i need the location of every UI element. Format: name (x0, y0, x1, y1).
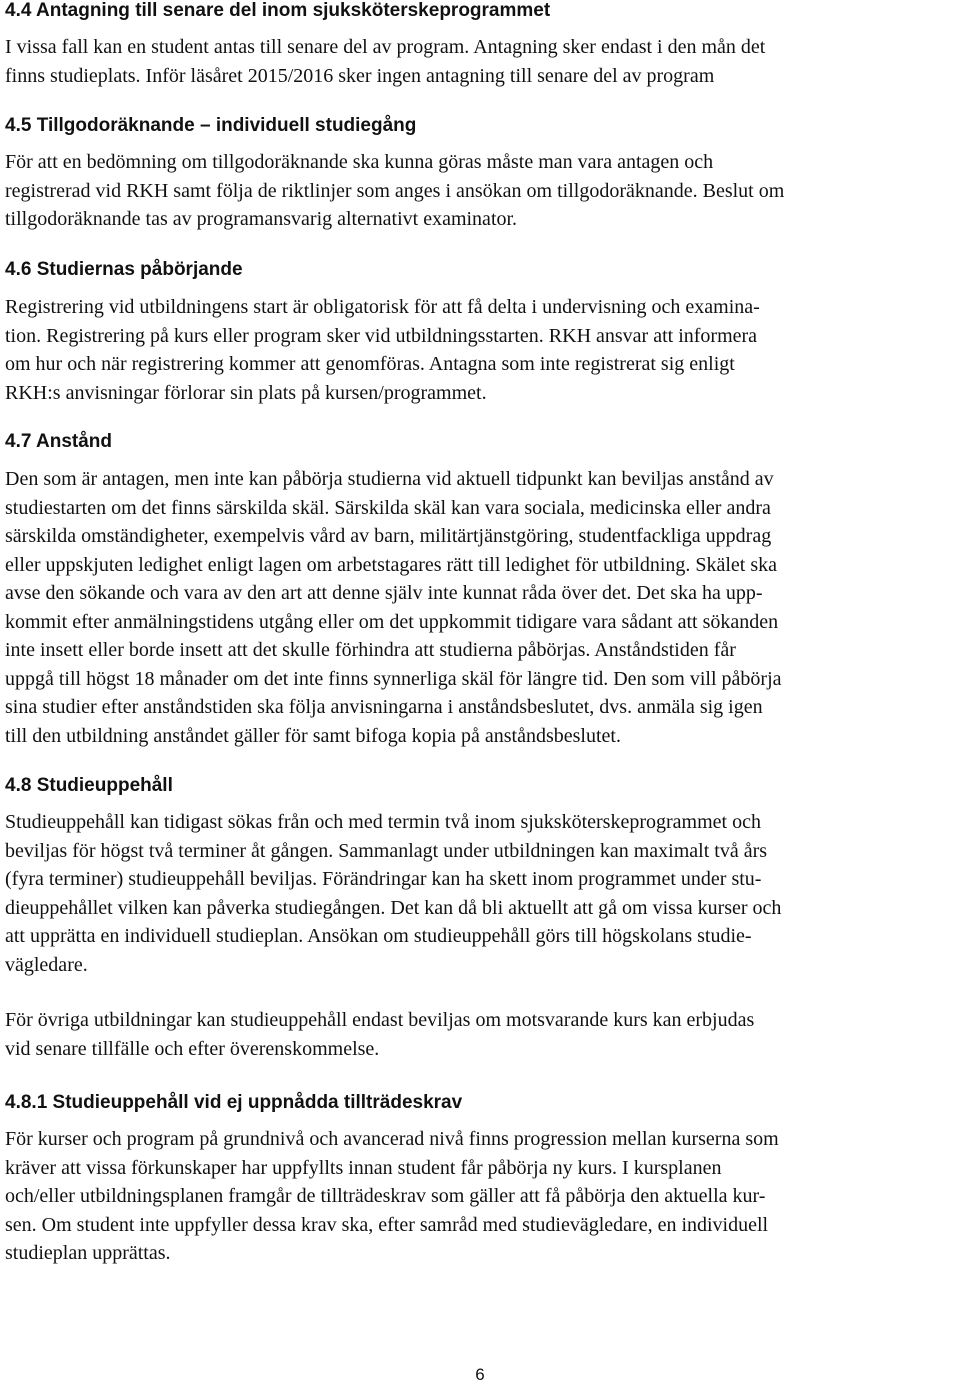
text-line: kräver att vissa förkunskaper har uppfyllts innan student får påbörja ny kurs. I kursplanen (5, 1156, 722, 1179)
section-heading-4-7: 4.7 Anstånd (5, 431, 112, 452)
page-number: 6 (475, 1365, 485, 1384)
text-line: eller uppskjuten ledighet enligt lagen om arbetstagares rätt till ledighet för utbildning. Skälet ska (5, 553, 778, 576)
text-line: Den som är antagen, men inte kan påbörja studierna vid aktuell tidpunkt kan beviljas anstånd av (5, 468, 774, 490)
text-line: Registrering vid utbildningens start är obligatorisk för att få delta i undervisning och examina- (5, 296, 760, 318)
text-line: att upprätta en individuell studieplan. Ansökan om studieuppehåll görs till högskolans studie- (5, 925, 752, 947)
text-line: inte insett eller borde insett att det skulle förhindra att studierna påbörjas. Anståndstiden får (5, 639, 736, 661)
text-line: uppgå till högst 18 månader om det inte finns synnerliga skäl för längre tid. Den som vill påbörja (5, 667, 782, 690)
text-line: till den utbildning anståndet gäller för samt bifoga kopia på anståndsbeslutet. (5, 724, 621, 747)
text-line: sen. Om student inte uppfyller dessa krav ska, efter samråd med studievägledare, en individuell (5, 1213, 769, 1236)
paragraph-4-8-1 (5, 1125, 955, 1268)
section-heading-4-6: 4.6 Studiernas påbörjande (5, 259, 243, 280)
text-line: Studieuppehåll kan tidigast sökas från och med termin två inom sjuksköterskeprogrammet och (5, 811, 761, 833)
text-line: I vissa fall kan en student antas till senare del av program. Antagning sker endast i den mån det (5, 36, 766, 58)
text-line: RKH:s anvisningar förlorar sin plats på kursen/programmet. (5, 381, 487, 404)
paragraph-4-4 (5, 33, 955, 90)
section-heading-4-8: 4.8 Studieuppehåll (5, 775, 173, 796)
text-line: finns studieplats. Inför läsåret 2015/2016 sker ingen antagning till senare del av program (5, 64, 715, 87)
text-line: registrerad vid RKH samt följa de riktlinjer som anges i ansökan om tillgodoräknande. Beslut om (5, 179, 785, 202)
paragraph-4-7 (5, 465, 955, 750)
text-line: För att en bedömning om tillgodoräknande ska kunna göras måste man vara antagen och (5, 151, 714, 173)
text-line: studiestarten om det finns särskilda skäl. Särskilda skäl kan vara sociala, medicinska eller andra (5, 496, 771, 519)
text-line: och/eller utbildningsplanen framgår de tillträdeskrav som gäller att få påbörja den aktuella kur- (5, 1185, 766, 1207)
text-line: För kurser och program på grundnivå och avancerad nivå finns progression mellan kurserna som (5, 1128, 779, 1150)
text-line: kommit efter anmälningstidens utgång eller om det uppkommit tidigare vara sådant att sökanden (5, 610, 779, 633)
text-line: (fyra terminer) studieuppehåll beviljas. Förändringar kan ha skett inom programmet under stu- (5, 868, 762, 890)
section-heading-4-4: 4.4 Antagning till senare del inom sjuksköterskeprogrammet (5, 0, 551, 21)
text-line: vägledare. (5, 953, 88, 976)
paragraph-4-8-a (5, 808, 955, 979)
section-heading-4-8-1: 4.8.1 Studieuppehåll vid ej uppnådda tillträdeskrav (5, 1092, 463, 1113)
text-line: sina studier efter anståndstiden ska följa anvisningarna i anståndsbeslutet, dvs. anmäla sig igen (5, 696, 763, 718)
text-line: avse den sökande och vara av den art att denne själv inte kunnat råda över det. Det ska ha upp- (5, 582, 763, 604)
text-line: tion. Registrering på kurs eller program sker vid utbildningsstarten. RKH ansvar att informera (5, 324, 758, 347)
text-line: om hur och när registrering kommer att genomföras. Antagna som inte registrerat sig enligt (5, 353, 735, 375)
text-line: För övriga utbildningar kan studieuppehåll endast beviljas om motsvarande kurs kan erbjudas (5, 1009, 755, 1031)
text-line: beviljas för högst två terminer åt gången. Sammanlagt under utbildningen kan maximalt två års (5, 839, 768, 862)
section-heading-4-5: 4.5 Tillgodoräknande – individuell studiegång (5, 115, 417, 136)
paragraph-4-6 (5, 293, 955, 407)
text-line: särskilda omständigheter, exempelvis vård av barn, militärtjänstgöring, studentfackliga uppdrag (5, 525, 772, 547)
text-line: studieplan upprättas. (5, 1242, 171, 1264)
paragraph-4-5 (5, 148, 955, 234)
text-line: vid senare tillfälle och efter överenskommelse. (5, 1037, 380, 1060)
paragraph-4-8-b (5, 1006, 955, 1063)
text-line: dieuppehållet vilken kan påverka studiegången. Det kan då bli aktuellt att gå om vissa kurser och (5, 896, 782, 919)
text-line: tillgodoräknande tas av programansvarig alternativt examinator. (5, 208, 518, 230)
